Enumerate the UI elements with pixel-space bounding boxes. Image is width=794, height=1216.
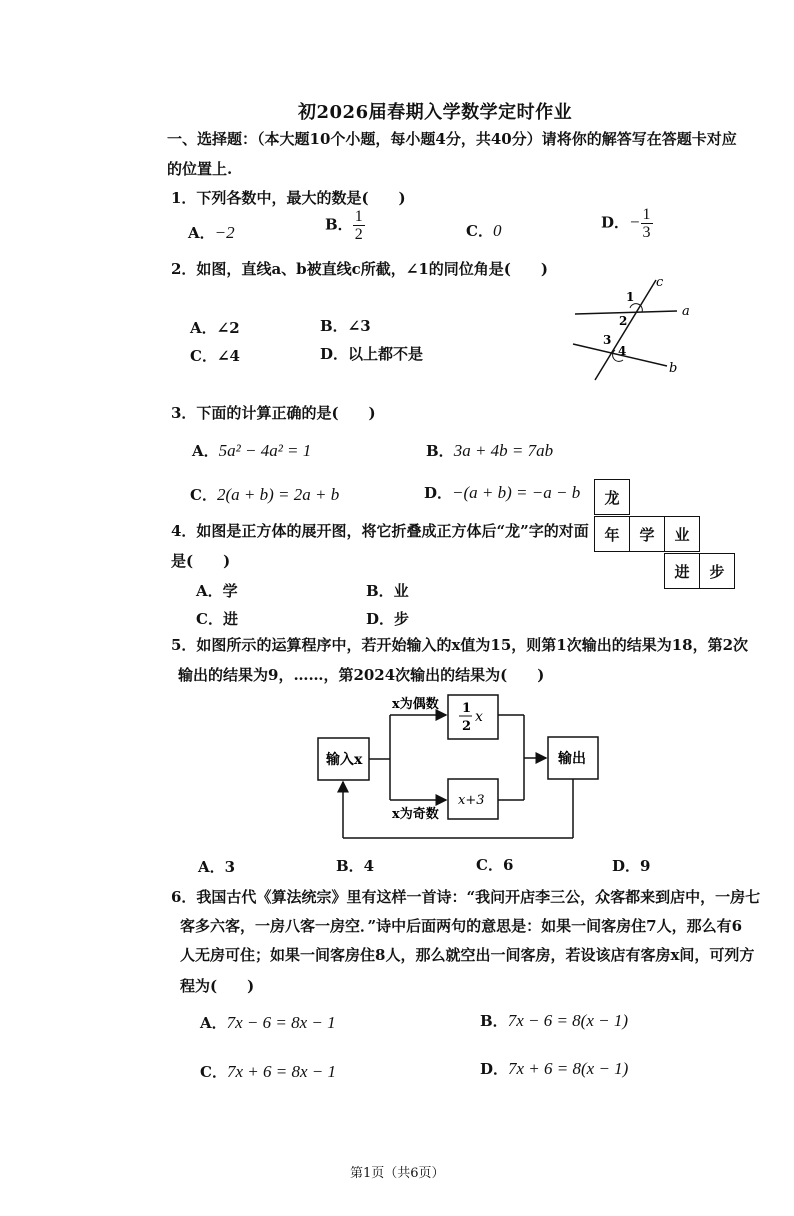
q3-option-d-label: D． (424, 484, 453, 502)
q3-option-b (426, 440, 553, 461)
q5-flowchart (310, 690, 610, 850)
q1-option-d-numerator: 1 (642, 206, 651, 223)
q2-option-b: B．∠3 (320, 317, 371, 335)
q1-option-d (601, 206, 653, 241)
q6-option-c-label: C． (200, 1063, 227, 1081)
half-variable: x (475, 709, 483, 725)
even-label: x为偶数 (392, 697, 439, 712)
q4-option-b: B．业 (366, 582, 409, 600)
q2-option-c: C．∠4 (190, 347, 240, 365)
label-c: c (656, 275, 664, 290)
label-a: a (682, 304, 690, 319)
q6-stem-line3: 人无房可住；如果一间客房住8人，那么就空出一间客房，若设该店有客房x间，可列方 (180, 946, 755, 964)
q5-option-d: D．9 (612, 857, 651, 875)
q6-option-a-label: A． (200, 1014, 227, 1032)
label-b: b (669, 361, 678, 376)
q6-option-d (480, 1058, 628, 1079)
q1-stem: 1．下列各数中，最大的数是( ) (171, 189, 406, 207)
label-angle-3: 3 (603, 333, 612, 347)
q3-option-a-expr: 5a² − 4a² = 1 (218, 441, 312, 460)
section-instructions-line2: 的位置上. (167, 160, 233, 178)
half-denominator: 2 (462, 719, 472, 734)
q3-option-c-label: C． (190, 486, 217, 504)
q6-option-b-label: B． (480, 1012, 508, 1030)
q5-stem-line1: 5．如图所示的运算程序中，若开始输入的x值为15，则第1次输出的结果为18，第2次 (171, 636, 749, 654)
q1-option-c (466, 220, 501, 241)
q1-option-d-denominator: 3 (642, 224, 651, 241)
q3-option-c-expr: 2(a + b) = 2a + b (216, 485, 340, 504)
plus-three-label: x+3 (458, 793, 485, 808)
q3-option-d (424, 482, 580, 503)
q6-option-b-expr: 7x − 6 = 8(x − 1) (507, 1011, 629, 1030)
q4-option-a: A．学 (196, 582, 238, 600)
q1-option-d-sign: − (629, 212, 641, 232)
net-cell-long: 龙 (594, 479, 630, 515)
q1-option-b-fraction (353, 208, 365, 243)
section-instructions-line1: 一、选择题：（本大题10个小题，每小题4分，共40分）请将你的解答写在答题卡对应 (167, 130, 737, 148)
q5-option-a: A．3 (198, 858, 236, 876)
q6-stem-line4: 程为( ) (180, 977, 255, 995)
net-cell-ye: 业 (664, 516, 700, 552)
q6-option-c-expr: 7x + 6 = 8x − 1 (226, 1062, 336, 1081)
half-box (448, 695, 498, 739)
half-numerator: 1 (462, 701, 472, 716)
q4-option-c: C．进 (196, 610, 238, 628)
q6-option-a (200, 1012, 336, 1033)
q5-stem-line2: 输出的结果为9，……，第2024次输出的结果为( ) (178, 666, 545, 684)
q3-option-c (190, 484, 339, 505)
q3-stem: 3．下面的计算正确的是( ) (171, 404, 376, 422)
q6-option-d-label: D． (480, 1060, 509, 1078)
q6-stem-line1: 6．我国古代《算法统宗》里有这样一首诗：“我问开店李三公，众客都来到店中，一房七 (171, 888, 761, 906)
page-title: 初2026届春期入学数学定时作业 (298, 102, 573, 123)
q3-option-b-expr: 3a + 4b = 7ab (453, 441, 554, 460)
q1-option-c-label: C． (466, 222, 493, 240)
label-angle-2: 2 (619, 314, 628, 328)
q1-option-b (325, 208, 365, 243)
page-footer: 第1页（共6页） (350, 1166, 445, 1181)
q4-stem-line2: 是( ) (171, 552, 231, 570)
q3-option-a (192, 440, 311, 461)
q1-option-a-label: A． (188, 224, 215, 242)
q2-lines-figure (565, 270, 715, 385)
q2-option-d: D．以上都不是 (320, 345, 424, 363)
q6-option-d-expr: 7x + 6 = 8(x − 1) (508, 1059, 629, 1078)
q6-stem-line2: 客多六客，一房八客一房空．”诗中后面两句的意思是：如果一间客房住7人，那么有6 (180, 917, 743, 935)
net-cell-bu: 步 (699, 553, 735, 589)
q1-option-c-value: 0 (492, 221, 502, 240)
input-label: 输入x (326, 752, 363, 768)
q5-option-c: C．6 (476, 856, 514, 874)
q6-option-c (200, 1061, 336, 1082)
q3-option-d-expr: −(a + b) = −a − b (452, 483, 581, 502)
output-label: 输出 (558, 751, 586, 767)
angle-1-arc (630, 304, 642, 312)
q1-option-a-value: −2 (214, 223, 235, 242)
q6-option-b (480, 1010, 628, 1031)
label-angle-4: 4 (618, 344, 627, 358)
q1-option-a (188, 222, 235, 243)
q2-option-a: A．∠2 (190, 319, 240, 337)
q5-option-b: B．4 (336, 857, 375, 875)
q6-option-a-expr: 7x − 6 = 8x − 1 (226, 1013, 336, 1032)
q2-stem: 2．如图，直线a、b被直线c所截，∠1的同位角是( ) (171, 260, 548, 278)
q3-option-b-label: B． (426, 442, 454, 460)
odd-label: x为奇数 (392, 807, 439, 822)
net-cell-nian: 年 (594, 516, 630, 552)
q1-option-b-denominator: 2 (354, 226, 363, 243)
q4-option-d: D．步 (366, 610, 410, 628)
q1-option-d-label: D． (601, 213, 630, 232)
q1-option-b-numerator: 1 (354, 208, 363, 225)
q4-stem-line1: 4．如图是正方体的展开图，将它折叠成正方体后“龙”字的对面 (171, 522, 589, 540)
net-cell-xue: 学 (629, 516, 665, 552)
q3-option-a-label: A． (192, 442, 219, 460)
q1-option-d-fraction (641, 206, 653, 241)
net-cell-jin: 进 (664, 553, 700, 589)
q1-option-b-label: B． (325, 215, 353, 234)
q4-cube-net (592, 479, 742, 595)
label-angle-1: 1 (626, 290, 635, 304)
